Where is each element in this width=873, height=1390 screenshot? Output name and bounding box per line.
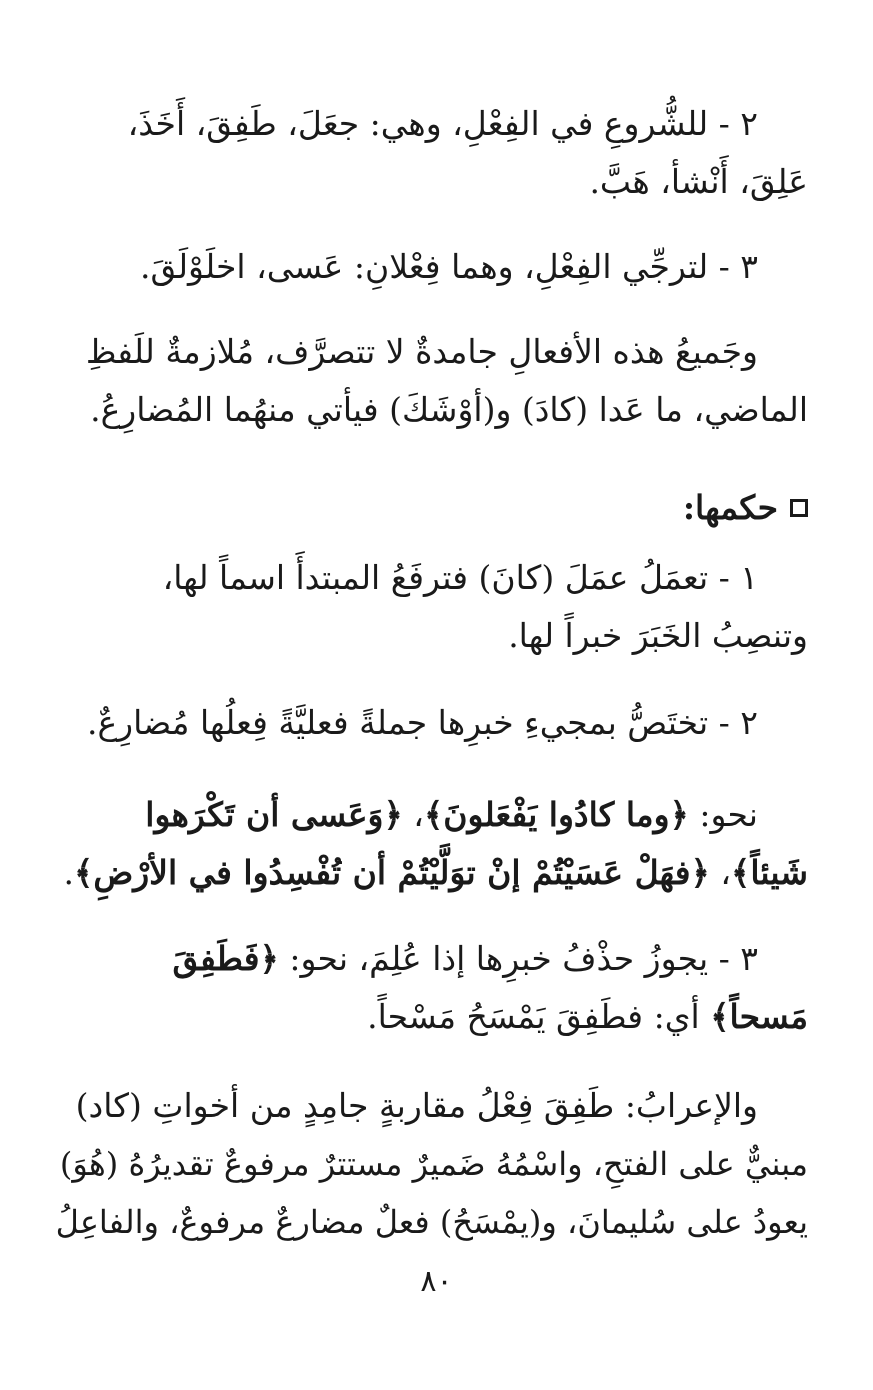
text-line (50, 929, 808, 989)
quran-verse: ﴿فهَلْ عَسَيْتُمْ إنْ توَلَّيْتُمْ أن تُفْسِدُوا في الأرْضِ﴾ (73, 853, 710, 892)
section-heading (683, 480, 808, 536)
text-line (50, 380, 808, 440)
text-line (50, 94, 808, 154)
line-text: ٢ - تختَصُّ بمجيءِ خبرِها جملةً فعليَّةً فِعلُها مُضارِعٌ. (87, 703, 758, 742)
page-number: ٨٠ (420, 1264, 453, 1299)
text-line (50, 322, 808, 382)
line-text: ٣ - يجوزُ حذْفُ خبرِها إذا عُلِمَ، نحو: (278, 939, 758, 978)
text-line (50, 987, 808, 1047)
text-line (50, 152, 808, 212)
text-line (50, 548, 808, 608)
separator: . (63, 853, 74, 892)
quran-verse: شَيئاً﴾ (731, 853, 808, 892)
example-label: نحو: (688, 795, 758, 834)
quran-verse: ﴿فَطَفِقَ (172, 939, 279, 978)
line-text: مبنيٌّ على الفتحِ، واسْمُهُ ضَميرٌ مستترٌ مرفوعٌ تقديرُهُ (هُوَ) (59, 1145, 808, 1183)
quran-verse: ﴿وما كادُوا يَفْعَلونَ﴾ (423, 795, 689, 834)
line-text: ٣ - لترجِّي الفِعْلِ، وهما فِعْلانِ: عَسى، اخلَوْلَقَ. (139, 247, 758, 286)
separator: ، (709, 853, 732, 892)
square-bullet-icon (790, 499, 808, 517)
text-line (50, 237, 808, 297)
quran-verse: مَسحاً﴾ (710, 997, 808, 1036)
line-text: عَلِقَ، أَنْشأ، هَبَّ. (589, 162, 808, 201)
text-line (50, 785, 808, 845)
text-line (50, 1192, 808, 1252)
text-line (50, 843, 808, 903)
heading-text: حكمها: (682, 488, 778, 527)
separator: ، (402, 795, 424, 834)
line-text: والإعرابُ: طَفِقَ فِعْلُ مقاربةٍ جامِدٍ من أخواتِ (كاد) (75, 1086, 758, 1125)
line-text: ٢ - للشُّروعِ في الفِعْلِ، وهي: جعَلَ، طَفِقَ، أَخَذَ، (127, 104, 758, 143)
line-text: وجَميعُ هذه الأفعالِ جامدةٌ لا تتصرَّف، مُلازمةٌ للَفظِ (85, 332, 758, 371)
line-text: ١ - تعمَلُ عمَلَ (كانَ) فترفَعُ المبتدأَ اسماً لها، (162, 558, 758, 597)
line-text: أي: فطَفِقَ يَمْسَحُ مَسْحاً. (367, 997, 711, 1036)
text-line (50, 1076, 808, 1136)
quran-verse: ﴿وَعَسى أن تَكْرَهوا (145, 795, 403, 834)
text-line (50, 1134, 808, 1194)
text-line (50, 606, 808, 666)
line-text: الماضي، ما عَدا (كادَ) و(أوْشَكَ) فيأتي منهُما المُضارِعُ. (90, 390, 808, 429)
line-text: وتنصِبُ الخَبَرَ خبراً لها. (508, 616, 808, 655)
line-text: يعودُ على سُليمانَ، و(يمْسَحُ) فعلٌ مضارعٌ مرفوعٌ، والفاعِلُ (55, 1203, 808, 1241)
text-line (50, 693, 808, 753)
